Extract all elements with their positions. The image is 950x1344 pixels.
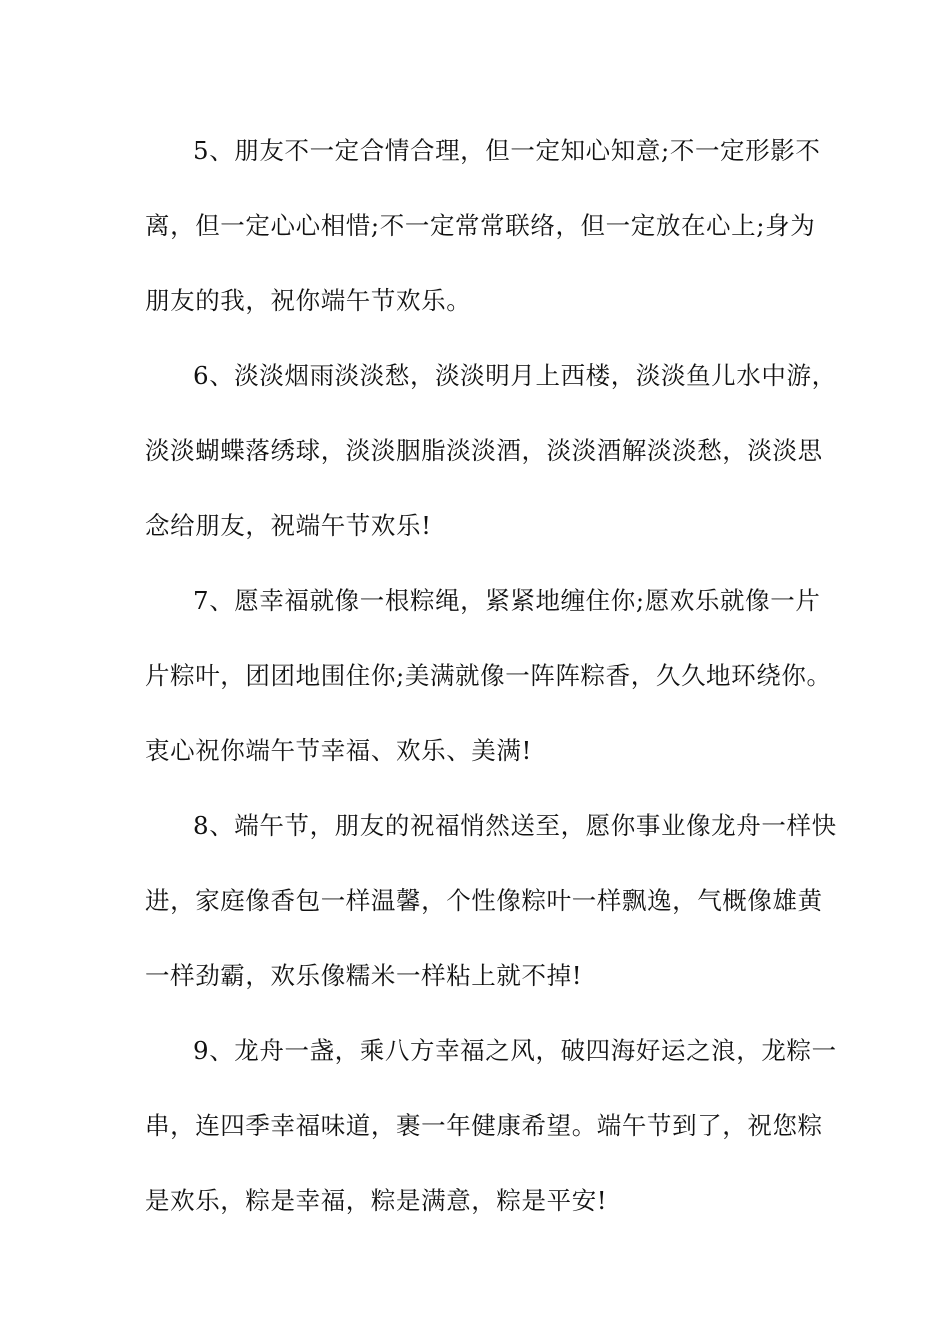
paragraph-line: 是欢乐，粽是幸福，粽是满意，粽是平安! [145,1186,608,1215]
paragraph-line: 7、愿幸福就像一根粽绳，紧紧地缠住你;愿欢乐就像一片 [193,586,821,615]
paragraph-line: 5、朋友不一定合情合理，但一定知心知意;不一定形影不 [193,136,821,165]
paragraph-line: 离，但一定心心相惜;不一定常常联络，但一定放在心上;身为 [145,211,816,240]
paragraph-line: 进，家庭像香包一样温馨，个性像粽叶一样飘逸，气概像雄黄 [145,886,823,915]
paragraph-line: 8、端午节，朋友的祝福悄然送至，愿你事业像龙舟一样快 [193,811,837,840]
paragraph-line: 朋友的我，祝你端午节欢乐。 [145,286,472,315]
document-body [145,127,837,1252]
paragraph-line: 淡淡蝴蝶落绣球，淡淡胭脂淡淡酒，淡淡酒解淡淡愁，淡淡思 [145,436,823,465]
paragraph-5 [145,127,821,352]
paragraph-7 [145,577,832,802]
paragraph-line: 念给朋友，祝端午节欢乐! [145,511,432,540]
paragraph-line: 片粽叶，团团地围住你;美满就像一阵阵粽香，久久地环绕你。 [145,661,832,690]
paragraph-line: 衷心祝你端午节幸福、欢乐、美满! [145,736,532,765]
paragraph-line: 6、淡淡烟雨淡淡愁，淡淡明月上西楼，淡淡鱼儿水中游， [193,361,837,390]
paragraph-8 [145,802,837,1027]
paragraph-line: 串，连四季幸福味道，裹一年健康希望。端午节到了，祝您粽 [145,1111,823,1140]
paragraph-6 [145,352,837,577]
paragraph-line: 9、龙舟一盏，乘八方幸福之风，破四海好运之浪，龙粽一 [193,1036,837,1065]
paragraph-9 [145,1027,837,1252]
paragraph-line: 一样劲霸，欢乐像糯米一样粘上就不掉! [145,961,583,990]
